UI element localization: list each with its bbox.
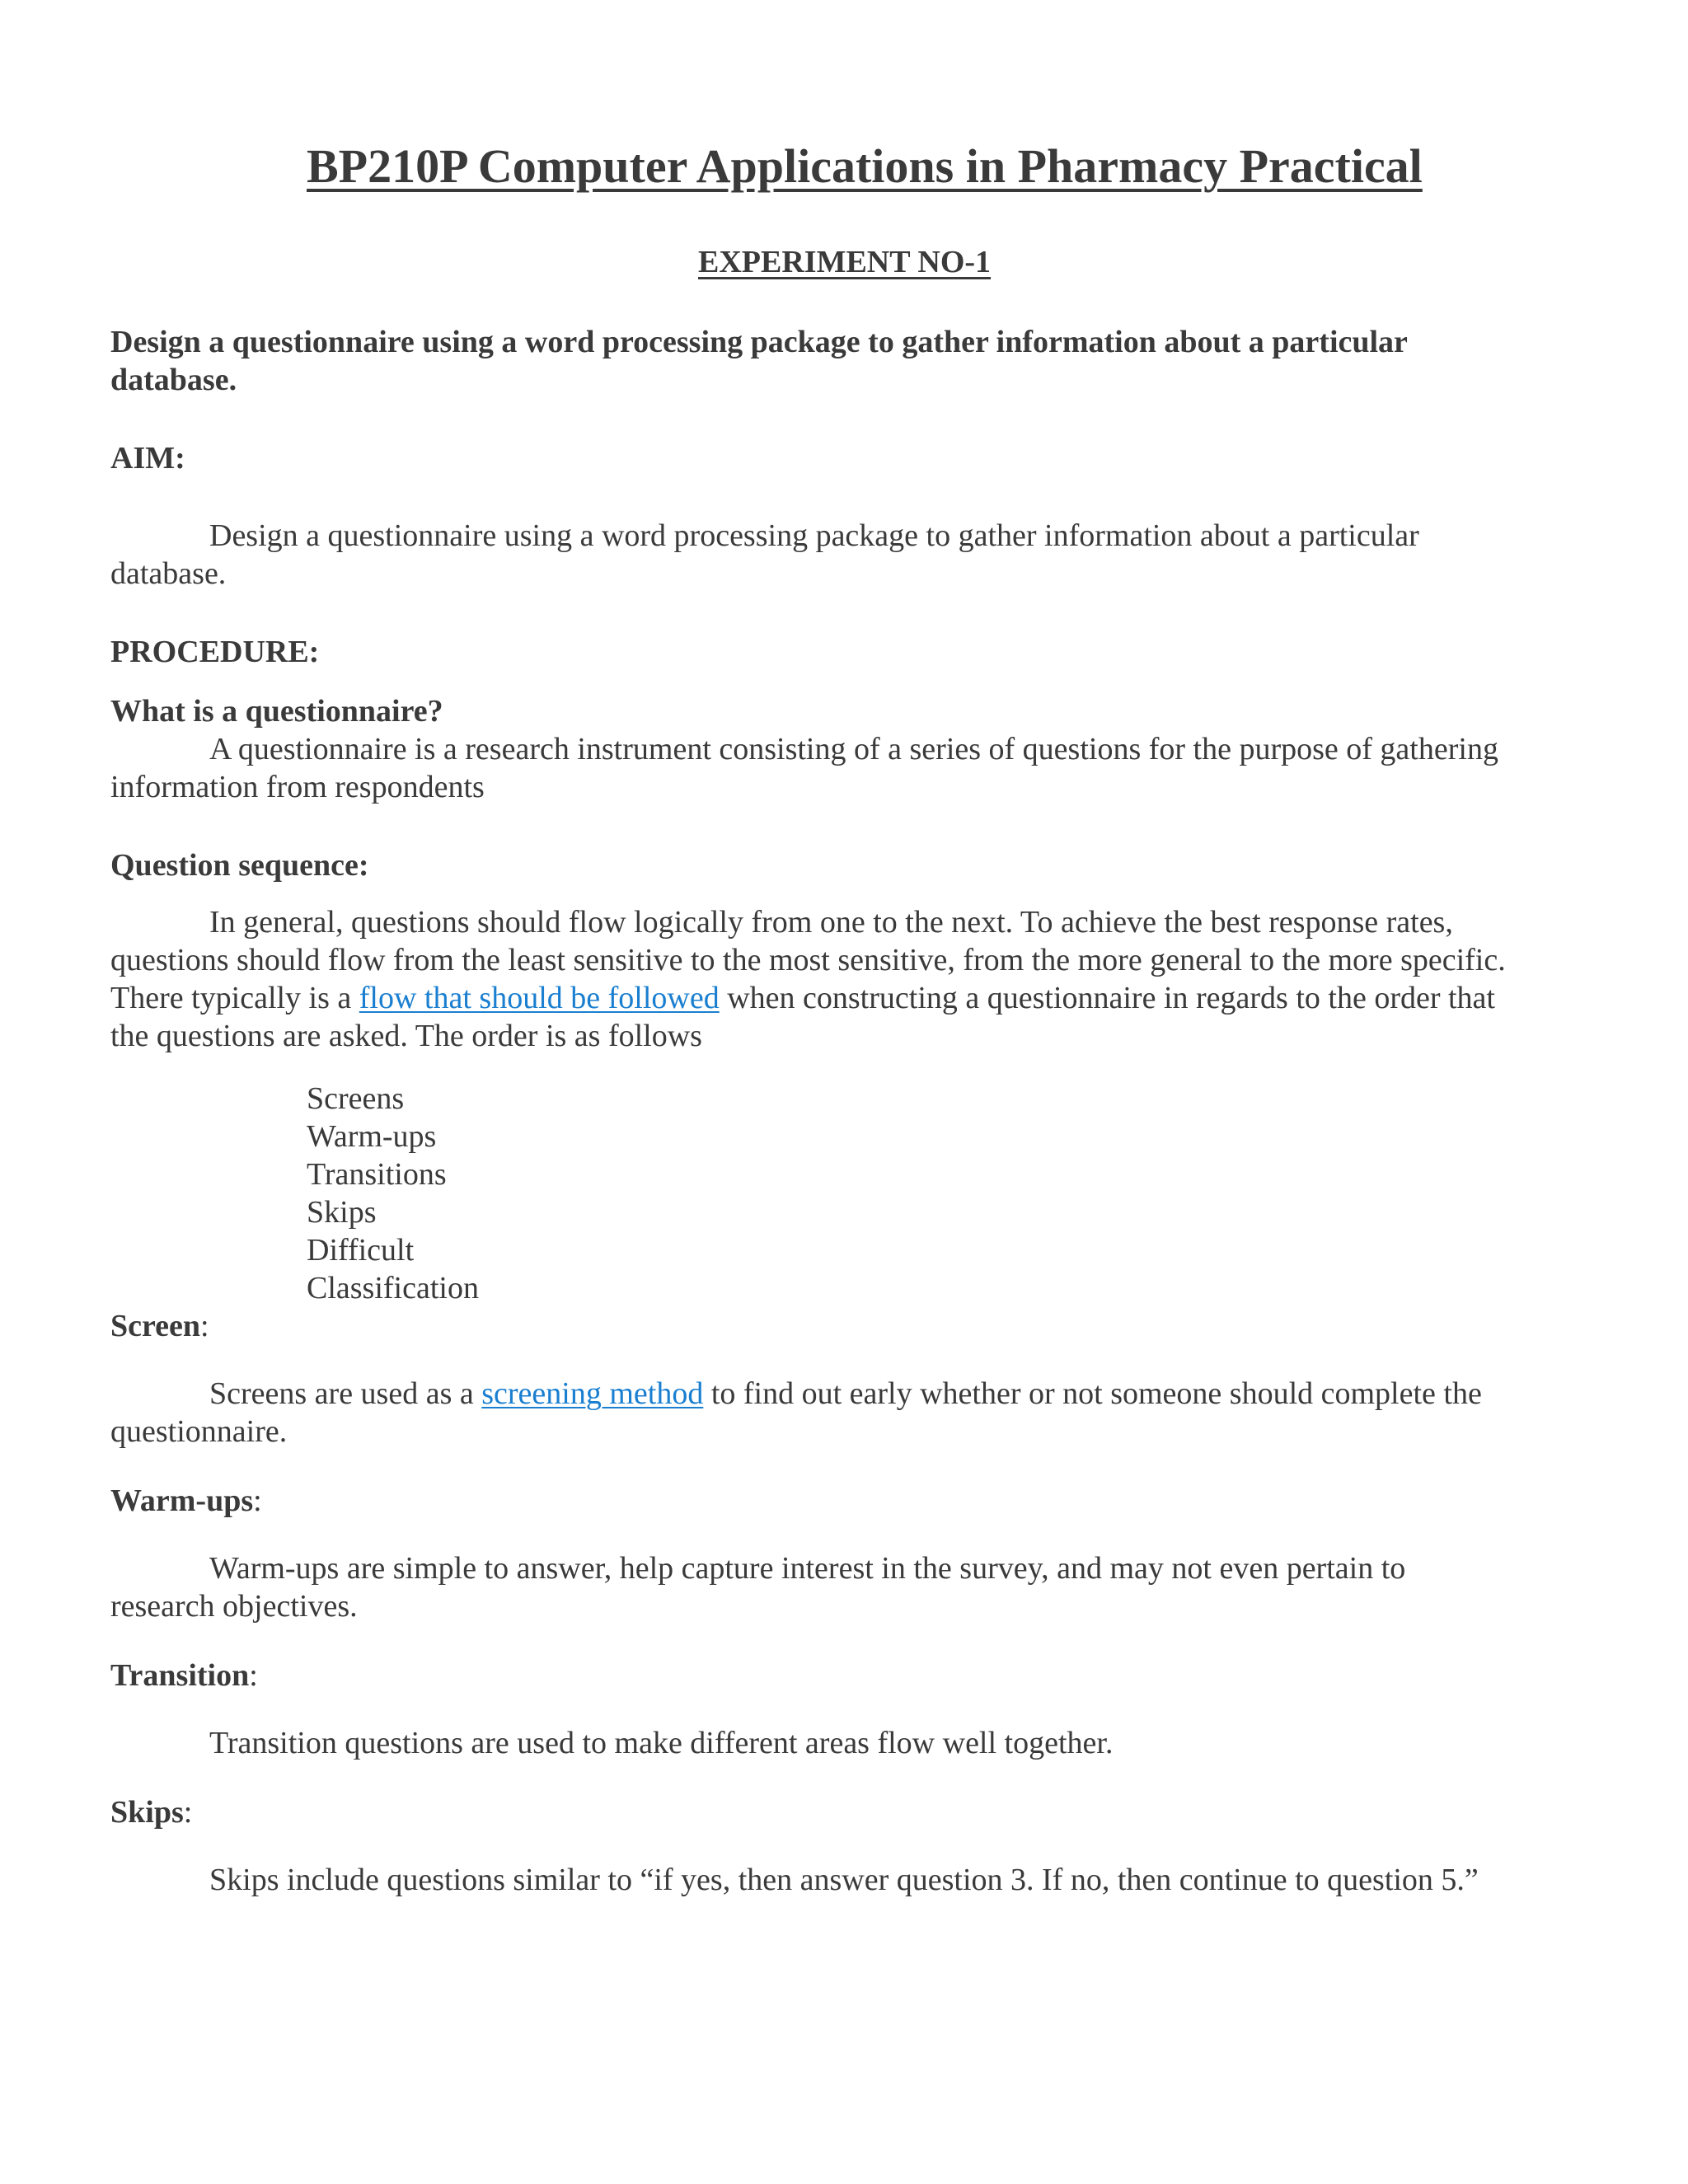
what-line-1: A questionnaire is a research instrument consisting of a series of questions for the purpose of gathering [209,732,1498,766]
screen-line-1-start: Screens are used as a [209,1376,482,1411]
flow-link[interactable]: flow that should be followed [359,981,720,1015]
skips-line-1: Skips include questions similar to “if yes, then answer question 3. If no, then continue to question 5.” [209,1863,1479,1897]
skips-heading [110,1793,192,1831]
sequence-line-3-start: There typically is a [110,981,359,1015]
skips-heading-label: Skips [110,1795,184,1830]
heading-colon: : [200,1309,209,1343]
warmups-heading-label: Warm-ups [110,1483,254,1518]
warmups-line-2: research objectives. [110,1589,358,1624]
sequence-line-3-end: when constructing a questionnaire in regards to the order that [719,981,1495,1015]
warmups-heading [110,1482,262,1520]
question-order-list [307,1080,479,1307]
transition-heading [110,1657,258,1694]
screening-method-link[interactable]: screening method [481,1376,704,1411]
objective-line-1: Design a questionnaire using a word processing package to gather information about a particular [110,325,1408,359]
list-item: Transitions [307,1157,447,1192]
sequence-line-4: the questions are asked. The order is as follows [110,1019,702,1053]
what-line-2: information from respondents [110,770,485,804]
experiment-number: EXPERIMENT NO-1 [698,245,992,279]
list-item: Classification [307,1271,479,1305]
list-item: Difficult [307,1233,415,1268]
screen-line-2: questionnaire. [110,1414,288,1449]
screen-line-1 [209,1375,1482,1413]
screen-heading [110,1307,209,1345]
list-item: Skips [307,1195,377,1230]
sequence-line-1: In general, questions should flow logically from one to the next. To achieve the best response rates, [209,905,1453,940]
warmups-line-1: Warm-ups are simple to answer, help capture interest in the survey, and may not even pertain to [209,1551,1406,1586]
sequence-heading: Question sequence: [110,848,369,883]
what-heading: What is a questionnaire? [110,694,443,729]
list-item: Warm-ups [307,1119,437,1154]
sequence-line-3 [110,979,1495,1017]
transition-line-1: Transition questions are used to make different areas flow well together. [209,1726,1114,1760]
aim-heading: AIM: [110,441,185,476]
aim-line-1: Design a questionnaire using a word processing package to gather information about a particular [209,518,1419,553]
transition-heading-label: Transition [110,1658,250,1693]
heading-colon: : [253,1483,262,1518]
procedure-heading: PROCEDURE: [110,635,320,669]
list-item: Screens [307,1081,405,1116]
heading-colon: : [183,1795,193,1830]
screen-line-1-end: to find out early whether or not someone should complete the [703,1376,1482,1411]
document-title: BP210P Computer Applications in Pharmacy Practical [307,139,1423,193]
screen-heading-label: Screen [110,1309,201,1343]
sequence-line-2: questions should flow from the least sensitive to the most sensitive, from the more general to the more specific. [110,943,1506,977]
heading-colon: : [249,1658,258,1693]
aim-line-2: database. [110,556,227,591]
objective-line-2: database. [110,363,237,397]
